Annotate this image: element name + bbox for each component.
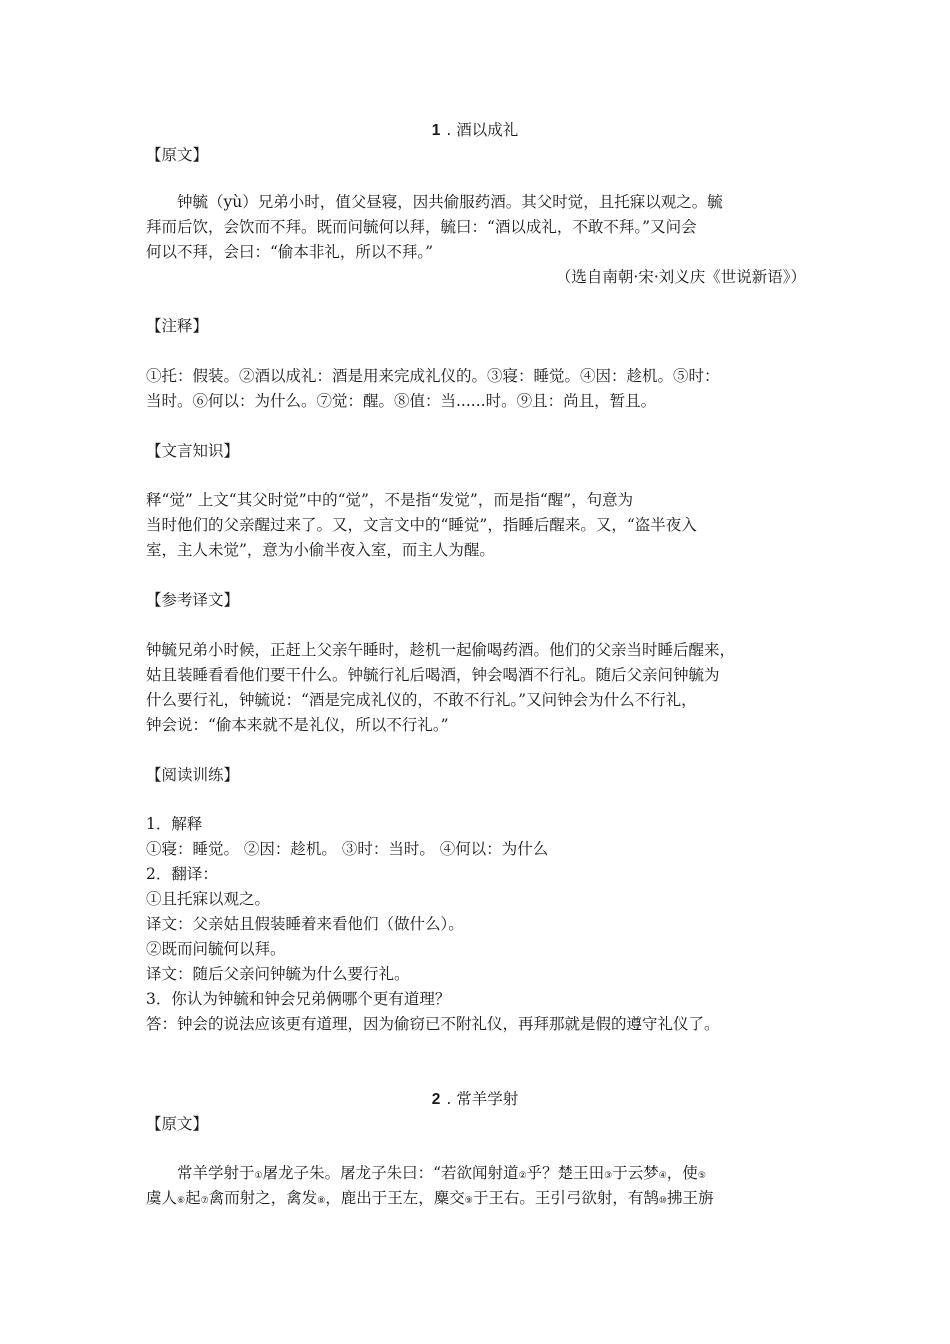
note-marker: ⑧ [317,1196,326,1206]
text-run: 于云梦 [612,1164,659,1182]
exercise-line-8: 3．你认为钟毓和钟会兄弟俩哪个更有道理？ [146,990,451,1008]
note-marker: ⑦ [200,1196,209,1206]
exercise-line-5: 译文：父亲姑且假装睡着来看他们（做什么）。 [146,915,464,933]
note-marker: ① [254,1171,263,1181]
exercise-line-4: ①且托寐以观之。 [146,890,271,908]
knowledge-heading: 【文言知识】 [146,442,240,460]
notes-heading: 【注释】 [146,317,209,335]
exercise-line-7: 译文：随后父亲问钟毓为什么要行礼。 [146,965,410,983]
original-line-3: 何以不拜，会曰：“偷本非礼，所以不拜。” [146,243,434,261]
section1-number: 1 [431,122,441,139]
translation-line-1: 钟毓兄弟小时候，正赶上父亲午睡时，趁机一起偷喝药酒。他们的父亲当时睡后醒来， [146,641,736,659]
knowledge-line-1: 释“觉” 上文“其父时觉”中的“觉”，不是指“发觉”，而是指“醒”，句意为 [146,491,634,509]
original-line-1: 钟毓（yù）兄弟小时，值父昼寝，因共偷服药酒。其父时觉，且托寐以观之。毓 [177,193,723,211]
section2-original-heading: 【原文】 [146,1115,209,1133]
note-marker: ⑩ [658,1196,667,1206]
notes-line-2: 当时。⑥何以：为什么。⑦觉：醒。⑧值：当......时。⑨且：尚且，暂且。 [146,392,657,410]
section2-number: 2 [431,1091,441,1108]
notes-line-1: ①托：假装。②酒以成礼：酒是用来完成礼仪的。③寝：睡觉。④因：趁机。⑤时： [146,367,720,385]
section1-title: 1 . 酒以成礼 [431,121,519,139]
translation-line-3: 什么要行礼，钟毓说：“酒是完成礼仪的，不敢不行礼。”又问钟会为什么不行礼， [146,691,697,709]
text-run: 乎？楚王田 [526,1164,605,1182]
note-marker: ⑨ [464,1196,473,1206]
text-run: 于王右。王引弓欲射，有鹄 [472,1189,659,1207]
section2-original-line-2 [146,1186,806,1213]
section2-original-line-1 [146,1161,806,1188]
note-marker: ② [518,1171,527,1181]
translation-heading: 【参考译文】 [146,591,240,609]
exercise-line-6: ②既而问毓何以拜。 [146,940,286,958]
text-run: 拂王旃 [666,1189,714,1207]
source-citation: （选自南朝·宋·刘义庆《世说新语》） [555,268,806,286]
note-marker: ⑥ [177,1196,186,1206]
exercise-heading: 【阅读训练】 [146,766,240,784]
text-run: 屠龙子朱。屠龙子朱曰：“若欲闻射道 [262,1164,519,1182]
knowledge-line-3: 室，主人未觉”，意为小偷半夜入室，而主人为醒。 [146,541,495,559]
text-run: 常羊学射于 [177,1164,255,1182]
translation-line-2: 姑且装睡看看他们要干什么。钟毓行礼后喝酒，钟会喝酒不行礼。随后父亲问钟毓为 [146,666,720,684]
text-run: 虞人 [146,1189,178,1207]
exercise-line-3: 2．翻译： [146,865,218,883]
text-run: ，鹿出于王左，麋交 [325,1189,465,1207]
section2-title-text: 常羊学射 [456,1090,519,1108]
text-run: ，使 [666,1164,698,1182]
knowledge-line-2: 当时他们的父亲醒过来了。又，文言文中的“睡觉”，指睡后醒来。又，“盗半夜入 [146,516,697,534]
original-line-2: 拜而后饮，会饮而不拜。既而问毓何以拜，毓曰：“酒以成礼，不敢不拜。”又问会 [146,218,697,236]
exercise-line-9: 答：钟会的说法应该更有道理，因为偷窃已不附礼仪，再拜那就是假的遵守礼仪了。 [146,1015,720,1033]
translation-line-4: 钟会说：“偷本来就不是礼仪，所以不行礼。” [146,716,449,734]
text-run: 禽而射之，禽发 [208,1189,318,1207]
note-marker: ③ [604,1171,613,1181]
section2-title: 2 . 常羊学射 [431,1090,519,1108]
note-marker: ⑤ [697,1171,706,1181]
section1-title-text: 酒以成礼 [456,121,519,139]
note-marker: ④ [658,1171,667,1181]
exercise-line-1: 1．解释 [146,815,203,833]
text-run: 起 [185,1189,201,1207]
exercise-line-2: ①寝：睡觉。 ②因：趁机。 ③时：当时。 ④何以：为什么 [146,840,549,858]
section1-original-heading: 【原文】 [146,146,209,164]
